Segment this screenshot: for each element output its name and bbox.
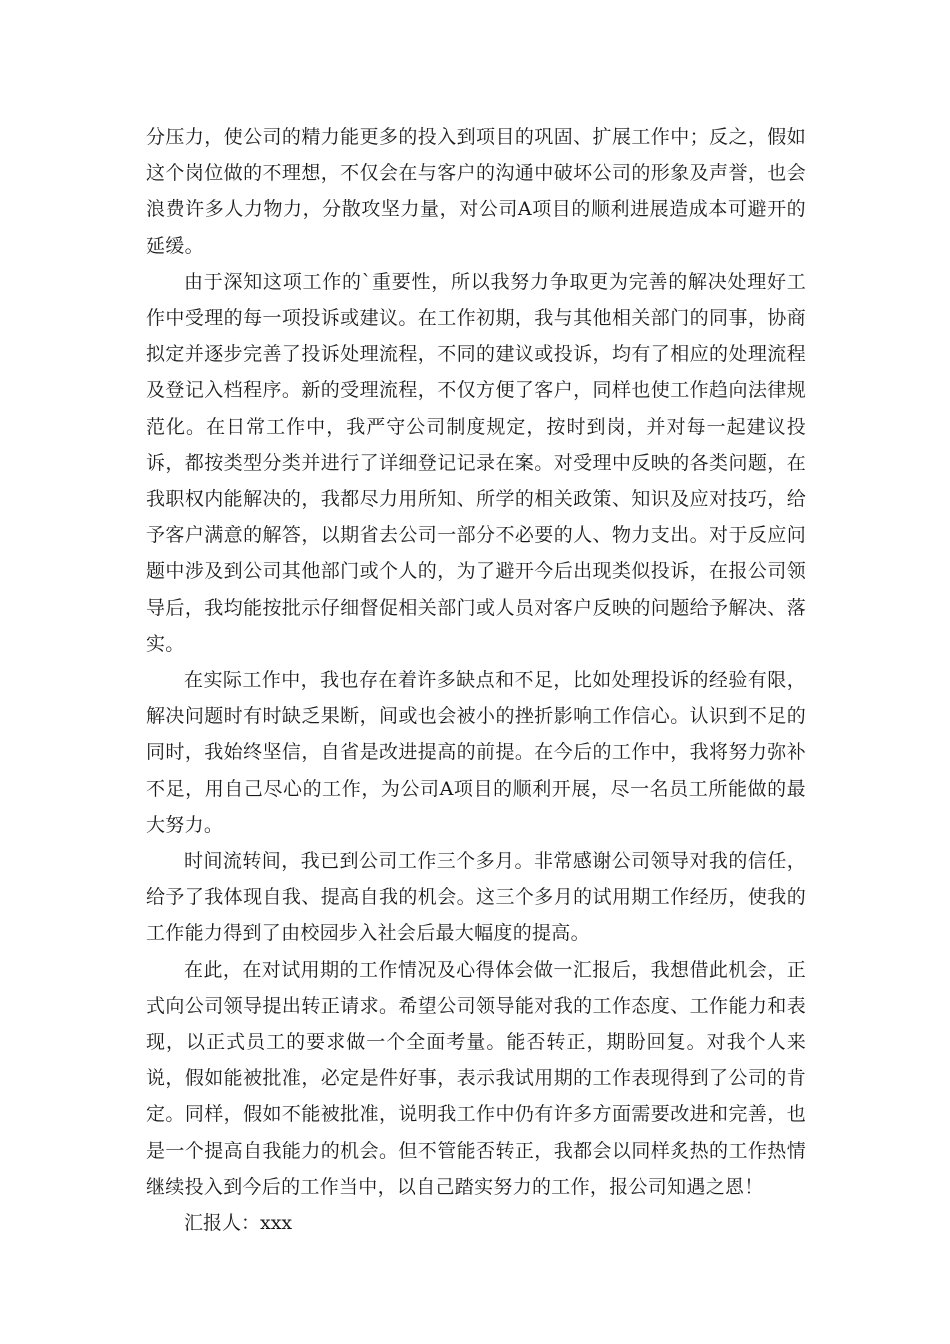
paragraph-gratitude: 时间流转间，我已到公司工作三个多月。非常感谢公司领导对我的信任，给予了我体现自我、提高自我的机会。这三个多月的试用期工作经历，使我的工作能力得到了由校园步入社会后最大幅度的提高。: [146, 850, 806, 945]
signature: 汇报人：xxx: [184, 1212, 293, 1235]
paragraph-shortcomings: 在实际工作中，我也存在着许多缺点和不足，比如处理投诉的经验有限，解决问题时有时缺乏果断，间或也会被小的挫折影响工作信心。认识到不足的同时，我始终坚信，自省是改进提高的前提。在今后的工作中，我将努力弥补不足，用自己尽心的工作，为公司A项目的顺利开展，尽一名员工所能做的最大努力。: [146, 669, 806, 836]
document-body: [146, 119, 806, 1241]
paragraph-request: 在此，在对试用期的工作情况及心得体会做一汇报后，我想借此机会，正式向公司领导提出转正请求。希望公司领导能对我的工作态度、工作能力和表现，以正式员工的要求做一个全面考量。能否转正，期盼回复。对我个人来说，假如能被批准，必定是件好事，表示我试用期的工作表现得到了公司的肯定。同样，假如不能被批准，说明我工作中仍有许多方面需要改进和完善，也是一个提高自我能力的机会。但不管能否转正，我都会以同样炙热的工作热情继续投入到今后的工作当中，以自己踏实努力的工作，报公司知遇之恩！: [146, 958, 806, 1198]
paragraph-complaint-handling: 由于深知这项工作的`重要性，所以我努力争取更为完善的解决处理好工作中受理的每一项投诉或建议。在工作初期，我与其他相关部门的同事，协商拟定并逐步完善了投诉处理流程，不同的建议或投诉，均有了相应的处理流程及登记入档程序。新的受理流程，不仅方便了客户，同样也使工作趋向法律规范化。在日常工作中，我严守公司制度规定，按时到岗，并对每一起建议投诉，都按类型分类并进行了详细登记记录在案。对受理中反映的各类问题，在我职权内能解决的，我都尽力用所知、所学的相关政策、知识及应对技巧，给予客户满意的解答，以期省去公司一部分不必要的人、物力支出。对于反应问题中涉及到公司其他部门或个人的，为了避开今后出现类似投诉，在报公司领导后，我均能按批示仔细督促相关部门或人员对客户反映的问题给予解决、落实。: [146, 270, 806, 655]
paragraph-continuation: 分压力，使公司的精力能更多的投入到项目的巩固、扩展工作中；反之，假如这个岗位做的不理想，不仅会在与客户的沟通中破坏公司的形象及声誉，也会浪费许多人力物力，分散攻坚力量，对公司A项目的顺利进展造成本可避开的延缓。: [146, 126, 806, 257]
